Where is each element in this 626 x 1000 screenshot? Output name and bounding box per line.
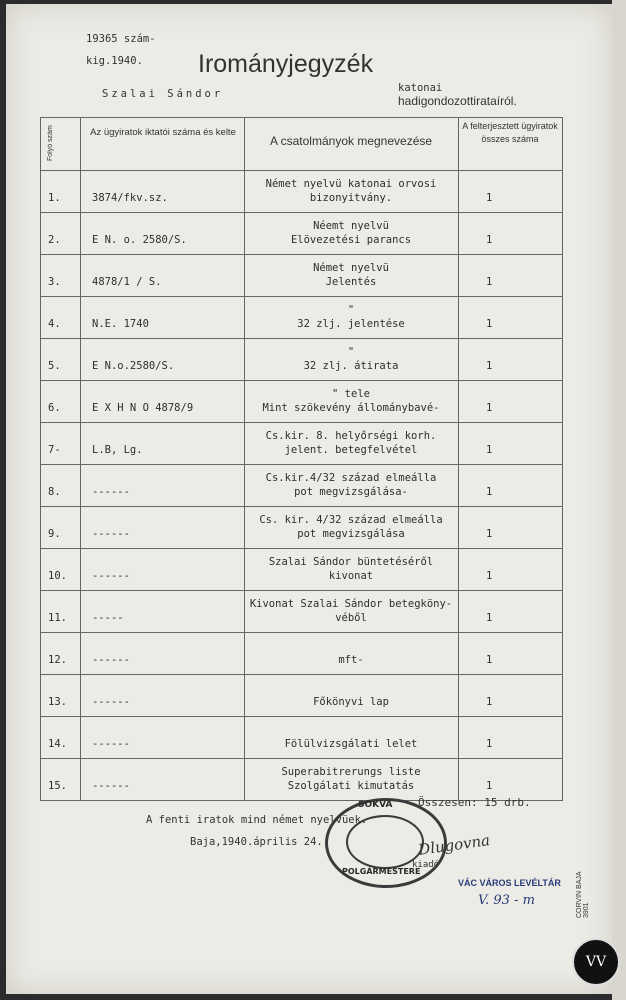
table-col-divider — [80, 117, 81, 801]
row-count: 1 — [486, 696, 493, 708]
row-count: 1 — [486, 528, 493, 540]
place-date: Baja,1940.április 24. — [190, 836, 323, 848]
row-description-line2: Fölülvizsgálati lelet — [284, 738, 418, 750]
row-description-line2: Főkönyvi lap — [313, 696, 389, 708]
row-reference: ----- — [92, 612, 124, 624]
row-divider — [40, 590, 562, 591]
row-divider — [40, 422, 562, 423]
row-count: 1 — [486, 402, 493, 414]
row-divider — [40, 632, 562, 633]
table-right-border — [562, 117, 563, 801]
row-number: 12. — [48, 654, 67, 666]
row-count: 1 — [486, 612, 493, 624]
stamp-inner-ring — [346, 815, 424, 869]
row-divider — [40, 548, 562, 549]
vv-logo — [572, 938, 620, 986]
row-reference: ------ — [92, 486, 130, 498]
row-count: 1 — [486, 780, 493, 792]
row-divider — [40, 674, 562, 675]
row-reference: E N. o. 2580/S. — [92, 234, 187, 246]
row-number: 11. — [48, 612, 67, 624]
row-number: 5. — [48, 360, 61, 372]
stamp-bottom-text: POLGÁRMESTERE — [342, 867, 421, 876]
table-col-divider — [458, 117, 459, 801]
row-reference: ------ — [92, 738, 130, 750]
row-description-line1: Cs. kir. 4/32 század elmeálla — [259, 514, 443, 526]
ref-year: kig.1940. — [86, 55, 143, 67]
row-reference: E N.o.2580/S. — [92, 360, 175, 372]
row-count: 1 — [486, 444, 493, 456]
row-count: 1 — [486, 276, 493, 288]
row-description-line1: " — [347, 304, 355, 316]
col-header-iktato: Az ügyiratok iktatói száma és kelte — [90, 127, 236, 138]
col-header-megnevezes: A csatolmányok megnevezése — [269, 134, 433, 148]
row-number: 9. — [48, 528, 61, 540]
row-number: 14. — [48, 738, 67, 750]
row-reference: L.B, Lg. — [92, 444, 143, 456]
row-description-line1: " tele — [332, 388, 370, 400]
row-description-line1: Cs.kir.4/32 század elmeálla — [265, 472, 437, 484]
row-divider — [40, 758, 562, 759]
row-description-line2: mft- — [338, 654, 364, 666]
row-description-line1: Német nyelvü katonai orvosi — [265, 178, 437, 190]
row-count: 1 — [486, 738, 493, 750]
row-reference: ------ — [92, 654, 130, 666]
row-description-line2: véből — [335, 612, 367, 624]
row-number: 8. — [48, 486, 61, 498]
row-number: 1. — [48, 192, 61, 204]
footer-note: A fenti iratok mind német nyelvüek. — [146, 814, 368, 826]
row-description-line1: Néemt nyelvü — [313, 220, 389, 232]
row-description-line2: bizonyitvány. — [309, 192, 393, 204]
official-stamp — [325, 798, 447, 888]
row-number: 10. — [48, 570, 67, 582]
row-reference: N.E. 1740 — [92, 318, 149, 330]
row-number: 13. — [48, 696, 67, 708]
row-count: 1 — [486, 486, 493, 498]
table-top-border — [40, 117, 562, 118]
row-description-line1: " — [347, 346, 355, 358]
stamp-top-text: SOKVÁ — [358, 800, 393, 810]
row-description-line1: Kivonat Szalai Sándor betegköny- — [249, 598, 453, 610]
col-header-osszes: A felterjesztett ügyiratok összes száma — [462, 121, 558, 144]
row-description-line2: pot megvizsgálása- — [294, 486, 408, 498]
row-description-line2: jelent. betegfelvétel — [284, 444, 418, 456]
page-edge — [612, 0, 626, 1000]
row-reference: ------ — [92, 570, 130, 582]
side-print: CORVIN BAJA 3901 — [576, 871, 590, 918]
row-number: 2. — [48, 234, 61, 246]
ref-number: 19365 szám- — [86, 33, 156, 45]
row-description-line2: 32 zlj. jelentése — [297, 318, 405, 330]
row-description-line1: Szalai Sándor büntetéséről — [268, 556, 434, 568]
row-reference: ------ — [92, 528, 130, 540]
table-col-divider — [244, 117, 245, 801]
row-description-line2: Mint szökevény állománybavé- — [262, 402, 440, 414]
vv-logo-text: VV — [585, 954, 607, 970]
row-divider — [40, 464, 562, 465]
page-title: Irományjegyzék — [198, 50, 374, 78]
row-description-line2: Elövezetési parancs — [290, 234, 412, 246]
row-number: 6. — [48, 402, 61, 414]
person-name: Szalai Sándor — [102, 88, 224, 100]
row-description-line1: Cs.kir. 8. helyőrségi korh. — [265, 430, 437, 442]
row-number: 3. — [48, 276, 61, 288]
row-count: 1 — [486, 570, 493, 582]
row-reference: E X H N O 4878/9 — [92, 402, 194, 414]
signature: Dlugovna — [417, 831, 492, 859]
row-number: 15. — [48, 780, 67, 792]
row-reference: 3874/fkv.sz. — [92, 192, 168, 204]
row-description-line2: 32 zlj. átirata — [303, 360, 399, 372]
archive-handwritten-number: V. 93 - m — [478, 893, 535, 908]
title-over-text: katonai — [398, 82, 443, 94]
row-reference: ------ — [92, 780, 130, 792]
row-description-line2: Jelentés — [325, 276, 377, 288]
table-left-border — [40, 117, 41, 801]
row-divider — [40, 716, 562, 717]
row-count: 1 — [486, 654, 493, 666]
row-description-line2: Szolgálati kimutatás — [287, 780, 415, 792]
row-description-line1: Német nyelvü — [313, 262, 389, 274]
table-header-bottom — [40, 170, 562, 171]
row-count: 1 — [486, 234, 493, 246]
row-divider — [40, 506, 562, 507]
row-description-line2: kivonat — [328, 570, 374, 582]
archive-stamp: VÁC VÁROS LEVÉLTÁR — [458, 878, 561, 888]
row-divider — [40, 380, 562, 381]
row-reference: ------ — [92, 696, 130, 708]
col-header-folyo: Folyó szám — [47, 125, 54, 161]
row-divider — [40, 254, 562, 255]
row-count: 1 — [486, 192, 493, 204]
row-description-line2: pot megvizsgálása — [297, 528, 405, 540]
signature-label: kiadó — [412, 860, 440, 870]
row-reference: 4878/1 / S. — [92, 276, 162, 288]
row-divider — [40, 338, 562, 339]
total-count: Összesen: 15 drb. — [418, 796, 531, 809]
title-suffix: hadigondozottirataíról. — [398, 94, 517, 108]
row-count: 1 — [486, 318, 493, 330]
row-number: 7- — [48, 444, 61, 456]
row-count: 1 — [486, 360, 493, 372]
row-description-line1: Superabitrerungs liste — [281, 766, 421, 778]
row-number: 4. — [48, 318, 61, 330]
row-divider — [40, 296, 562, 297]
row-divider — [40, 212, 562, 213]
